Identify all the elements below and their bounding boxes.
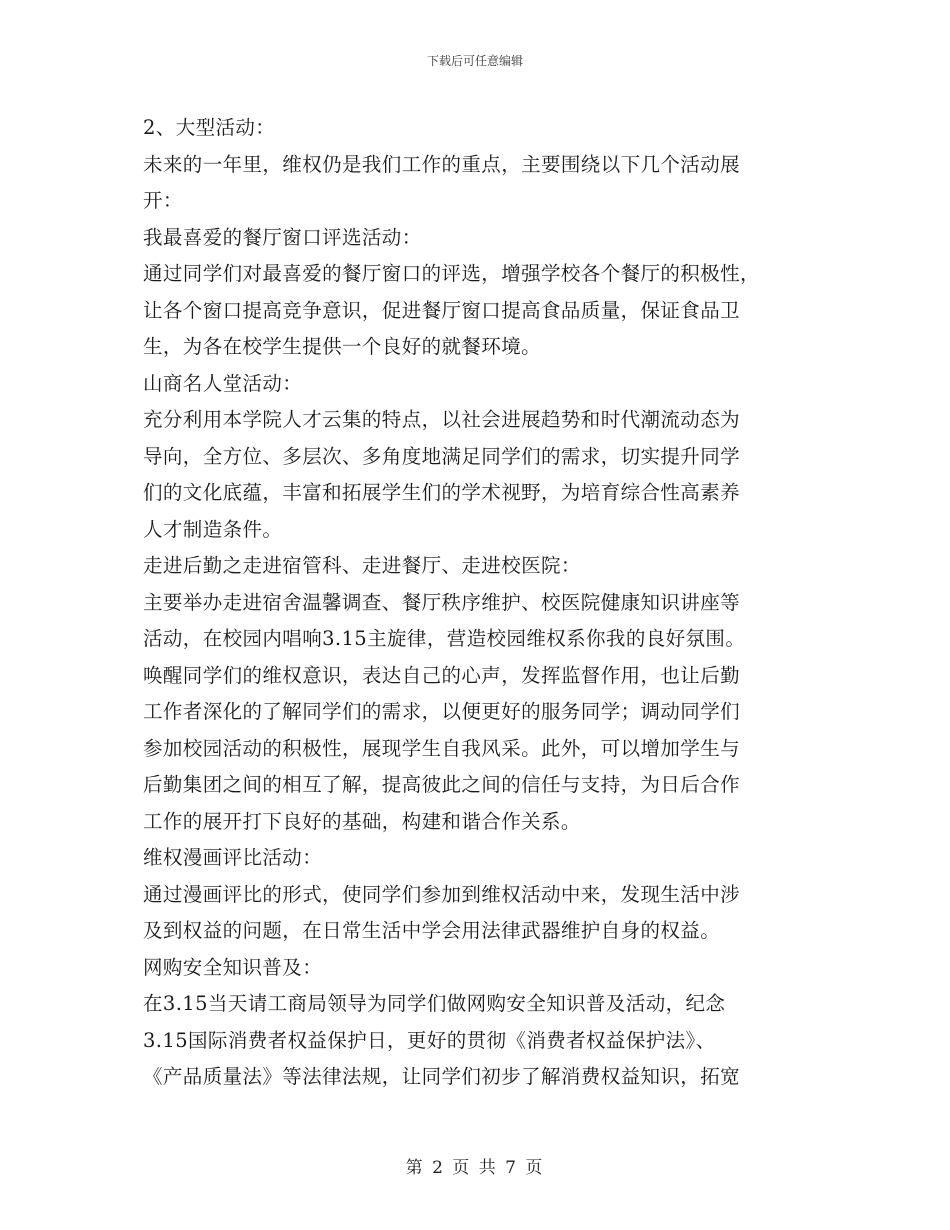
paragraph-line: 主要举办走进宿舍温馨调查、餐厅秩序维护、校医院健康知识讲座等: [143, 590, 741, 614]
paragraph-line: 未来的一年里，维权仍是我们工作的重点，主要围绕以下几个活动展: [143, 152, 741, 176]
paragraph-line: 通过漫画评比的形式，使同学们参加到维权活动中来，发现生活中涉: [143, 882, 741, 906]
paragraph-line: 后勤集团之间的相互了解，提高彼此之间的信任与支持，为日后合作: [143, 773, 741, 796]
page-header: 下载后可任意编辑: [426, 54, 523, 68]
paragraph-line: 工作的展开打下良好的基础，构建和谐合作关系。: [143, 809, 581, 833]
activity-heading: 维权漫画评比活动：: [143, 846, 323, 869]
paragraph-line: 及到权益的问题，在日常生活中学会用法律武器维护自身的权益。: [143, 919, 721, 942]
paragraph-line: 导向，全方位、多层次、多角度地满足同学们的需求，切实提升同学: [143, 444, 741, 468]
paragraph-line: 工作者深化的了解同学们的需求，以便更好的服务同学；调动同学们: [143, 700, 741, 723]
paragraph-line: 活动，在校园内唱响3.15主旋律，营造校园维权系你我的良好氛围。: [143, 627, 746, 650]
paragraph-line: 充分利用本学院人才云集的特点，以社会进展趋势和时代潮流动态为: [143, 408, 741, 431]
paragraph-line: 通过同学们对最喜爱的餐厅窗口的评选，增强学校各个餐厅的积极性，: [143, 262, 760, 285]
page-number: 第 2 页 共 7 页: [405, 1158, 545, 1178]
document-body: [143, 110, 813, 1096]
section-heading: 2、大型活动：: [143, 116, 276, 139]
paragraph-line: 让各个窗口提高竞争意识，促进餐厅窗口提高食品质量，保证食品卫: [143, 298, 741, 322]
activity-heading: 走进后勤之走进宿管科、走进餐厅、走进校医院：: [143, 554, 581, 577]
paragraph-line: 生，为各在校学生提供一个良好的就餐环境。: [143, 335, 542, 358]
paragraph-line: 《产品质量法》等法律法规，让同学们初步了解消费权益知识，拓宽: [143, 1065, 741, 1088]
paragraph-line: 开：: [143, 189, 183, 212]
paragraph-line: 在3.15当天请工商局领导为同学们做网购安全知识普及活动，纪念: [143, 992, 726, 1015]
activity-heading: 山商名人堂活动：: [143, 371, 303, 395]
paragraph-line: 唤醒同学们的维权意识，表达自己的心声，发挥监督作用，也让后勤: [143, 663, 741, 687]
paragraph-line: 人才制造条件。: [143, 517, 283, 541]
paragraph-line: 3.15国际消费者权益保护日，更好的贯彻《消费者权益保护法》、: [143, 1028, 716, 1052]
paragraph-line: 参加校园活动的积极性，展现学生自我风采。此外，可以增加学生与: [143, 736, 741, 760]
activity-heading: 网购安全知识普及：: [143, 955, 323, 979]
paragraph-line: 们的文化底蕴，丰富和拓展学生们的学术视野，为培育综合性高素养: [143, 481, 741, 504]
activity-heading: 我最喜爱的餐厅窗口评选活动：: [143, 225, 422, 249]
